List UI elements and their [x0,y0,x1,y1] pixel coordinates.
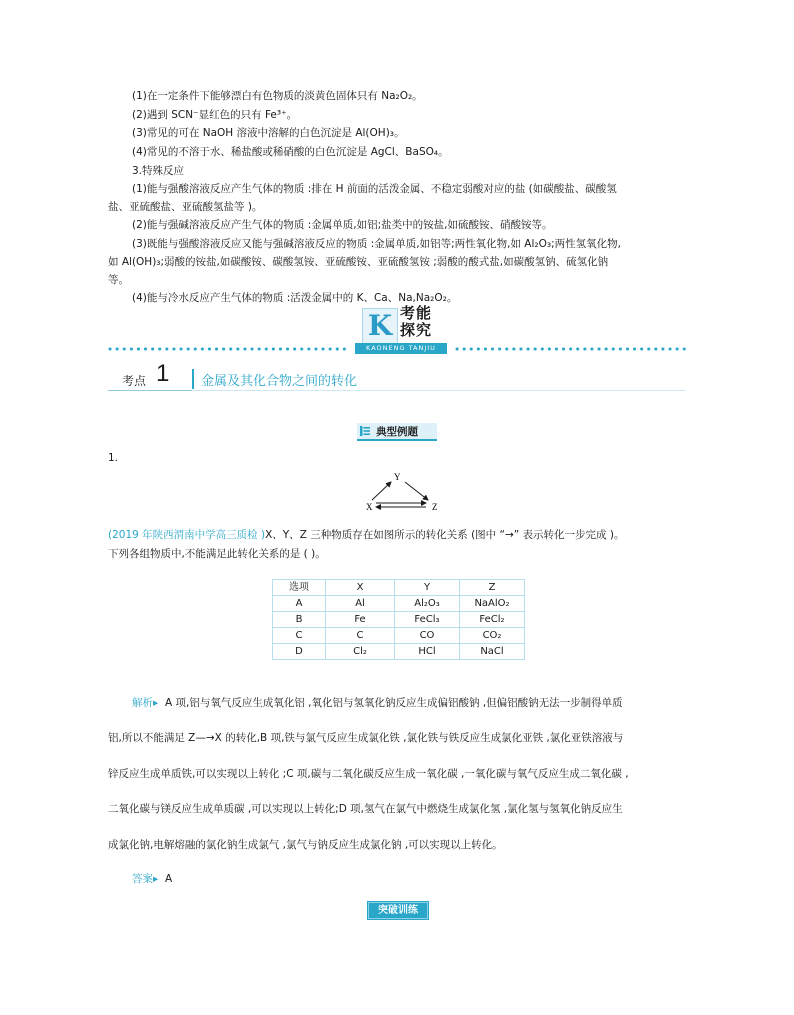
arrow-x-to-y [372,482,391,500]
analysis-line4: 二氧化碳与镁反应生成单质碳 ,可以实现以上转化;D 项,氢气在氯气中燃烧生成氯化氢 ,氯化氢与氢氧化钠反应生 [108,803,623,815]
table-header-cell: Y [395,580,460,596]
analysis-text: A 项,铝与氧气反应生成氧化铝 ,氧化铝与氢氧化钠反应生成偏铝酸钠 ,但偏铝酸钠无法一步制得单质 [164,697,623,709]
table-row [273,596,525,612]
table-cell: B [273,612,326,628]
table-cell: NaCl [460,644,525,660]
special-4: (4)能与冷水反应产生气体的物质 :活泼金属中的 K、Ca、Na,Na₂O₂。 [132,292,458,304]
analysis-line1 [132,696,623,710]
table-cell: C [326,628,395,644]
special-2: (2)能与强碱溶液反应产生气体的物质 :金属单质,如铝;盐类中的铵盐,如硫酸铵、硝酸铵等。 [132,219,553,231]
dotted-divider-right [455,346,687,352]
table-row [273,612,525,628]
kaodian-label: 考点 [122,374,147,388]
answer-value: A [164,873,173,885]
table-cell: D [273,644,326,660]
diagram-label-z: Z [432,502,438,512]
analysis-line5: 成氯化钠,电解熔融的氯化钠生成氯气 ,氯气与钠反应生成氯化钠 ,可以实现以上转化。 [108,839,503,851]
badge-title [400,305,434,339]
dotted-divider-left [108,346,348,352]
table-cell: Cl₂ [326,644,395,660]
question-stem-line1 [108,528,624,542]
table-row [273,628,525,644]
table-cell: Al₂O₃ [395,596,460,612]
analysis-label: 解析▸ [132,697,159,709]
table-header-cell: 选项 [273,580,326,596]
options-table [272,579,525,660]
kaodian-box [108,365,192,391]
table-header-row [273,580,525,596]
conversion-diagram [360,468,450,514]
example-header-label: 典型例题 [376,426,418,438]
table-row [273,644,525,660]
topic-underline [192,390,685,391]
topic-title: 金属及其化合物之间的转化 [201,374,358,389]
table-cell: Al [326,596,395,612]
table-cell: HCl [395,644,460,660]
table-header-cell: Z [460,580,525,596]
table-cell: C [273,628,326,644]
answer-label: 答案▸ [132,873,159,885]
special-3-line1: (3)既能与强酸溶液反应又能与强碱溶液反应的物质 :金属单质,如铝等;两性氧化物,如 Al₂O₃;两性氢氧化物, [132,238,621,250]
special-3-line2: 如 Al(OH)₃;弱酸的铵盐,如碳酸铵、碳酸氢铵、亚硫酸铵、亚硫酸氢铵 ;弱酸的酸式盐,如碳酸氢钠、硫氢化钠 [108,256,609,268]
question-number: 1. [108,452,119,464]
table-cell: NaAlO₂ [460,596,525,612]
section-heading-special: 3.特殊反应 [132,165,185,177]
table-cell: FeCl₃ [395,612,460,628]
list-icon [360,426,370,436]
analysis-line3: 锌反应生成单质铁,可以实现以上转化 ;C 项,碳与二氧化碳反应生成一氧化碳 ,一氧化碳与氧气反应生成二氧化碳 , [108,768,629,780]
arrow-y-to-z [405,482,428,500]
answer-line [132,872,172,886]
analysis-line2: 铝,所以不能满足 Z—→X 的转化,B 项,铁与氯气反应生成氯化铁 ,氯化铁与铁反应生成氯化亚铁 ,氯化亚铁溶液与 [108,732,624,744]
k-logo-icon: K [362,308,398,344]
special-3-line3: 等。 [108,274,129,286]
badge-title-text: 考能探究 [400,304,433,339]
question-stem-text: X、Y、Z 三种物质存在如图所示的转化关系 (图中 “→” 表示转化一步完成 )。 [265,529,625,541]
kaodian-number: 1 [156,360,170,387]
diagram-label-x: X [366,502,373,512]
breakthrough-training-button[interactable]: 突破训练 [368,902,428,919]
item-1: (1)在一定条件下能够漂白有色物质的淡黄色固体只有 Na₂O₂。 [132,90,423,102]
question-stem-line2: 下列各组物质中,不能满足此转化关系的是 ( )。 [108,548,326,560]
table-cell: A [273,596,326,612]
special-1-line1: (1)能与强酸溶液反应产生气体的物质 :排在 H 前面的活泼金属、不稳定弱酸对应的盐 (如碳酸盐、碳酸氢 [132,183,617,195]
badge-subtitle: KAONENG TANJIU [355,343,447,354]
table-cell: Fe [326,612,395,628]
question-source: (2019 年陕西渭南中学高三质检 ) [108,529,266,541]
table-cell: CO [395,628,460,644]
table-cell: FeCl₂ [460,612,525,628]
item-2: (2)遇到 SCN⁻显红色的只有 Fe³⁺。 [132,109,298,121]
item-3: (3)常见的可在 NaOH 溶液中溶解的白色沉淀是 Al(OH)₃。 [132,127,405,139]
diagram-label-y: Y [394,472,401,482]
table-cell: CO₂ [460,628,525,644]
special-1-line2: 盐、亚硫酸盐、亚硫酸氢盐等 )。 [108,201,263,213]
item-4: (4)常见的不溶于水、稀盐酸或稀硝酸的白色沉淀是 AgCl、BaSO₄。 [132,146,449,158]
table-header-cell: X [326,580,395,596]
topic-accent-bar [192,369,194,389]
